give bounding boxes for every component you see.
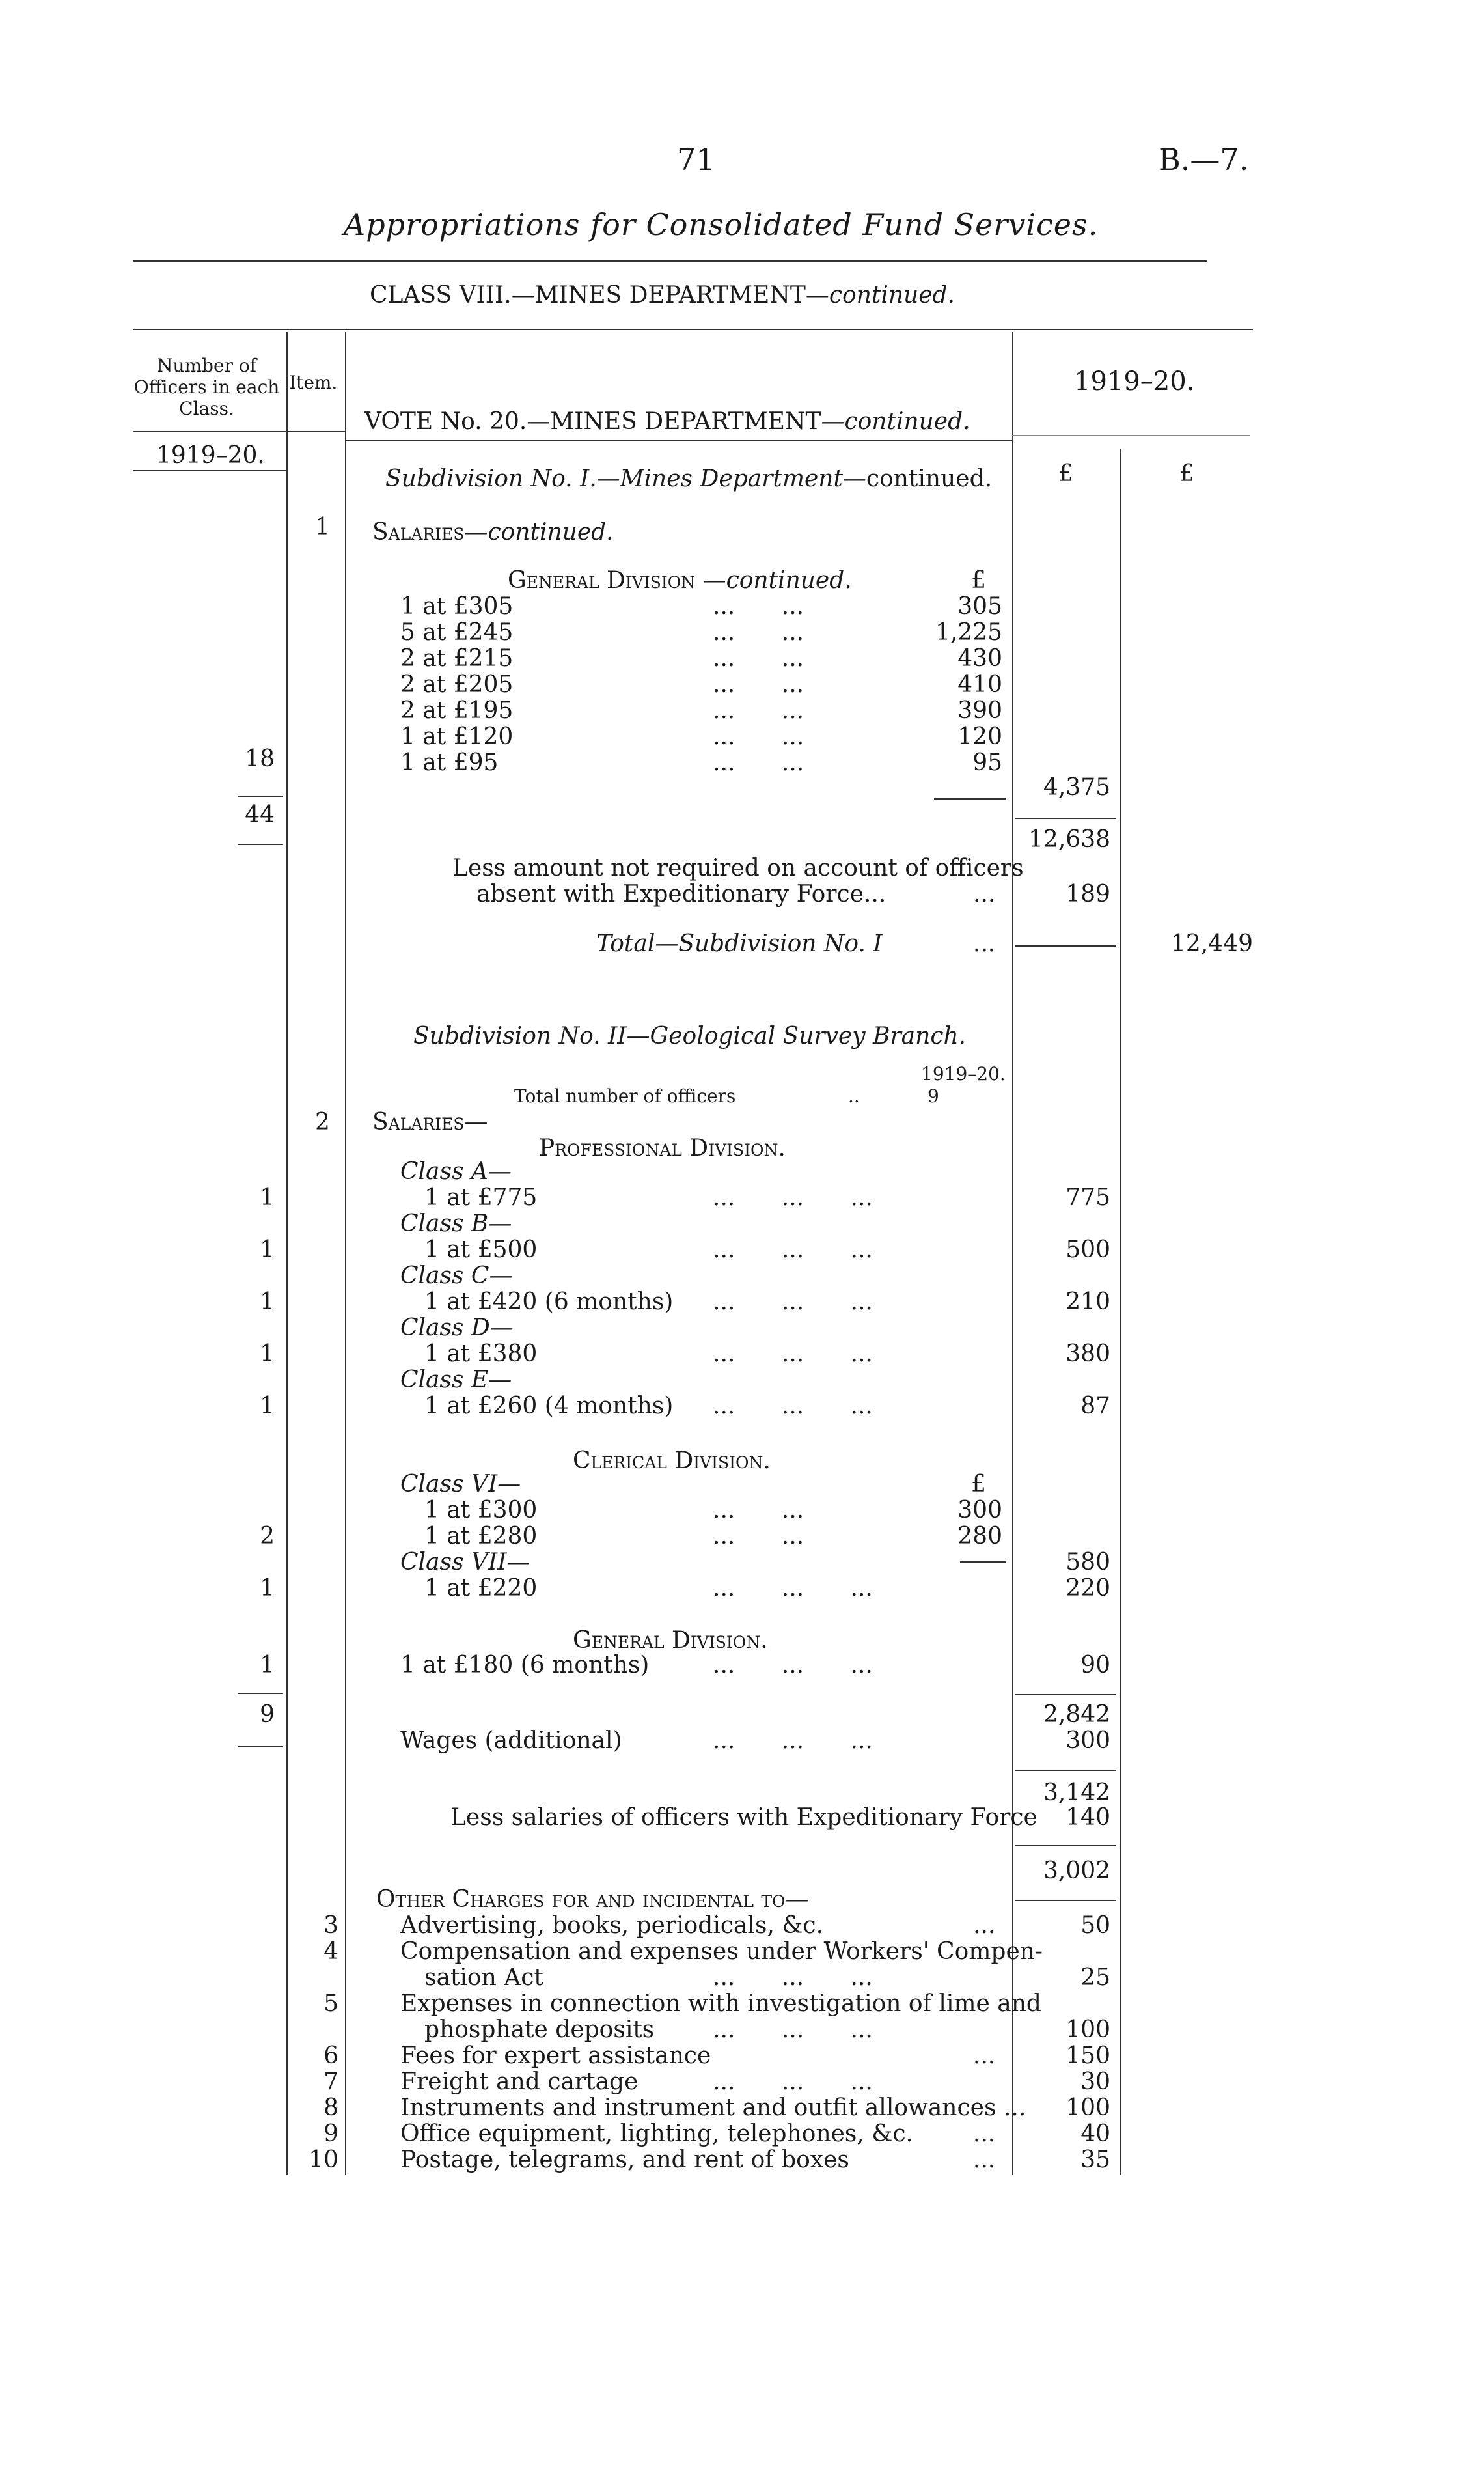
sub1-row-amount: 430 [957,645,1002,672]
sub1-general-division-label: General Division [508,567,696,594]
sub2-prof-amount: 775 [1065,1184,1110,1211]
year-header: 1919–20. [1074,367,1195,396]
sub2-officers-total: 9 [260,1701,275,1728]
sub1-officers-rule-1 [238,796,283,797]
officers-column-divider [286,332,288,2175]
sub2-prof-officers: 1 [260,1184,275,1211]
sub2-salaries-rule [1015,1694,1116,1695]
sub1-row-dots: ... ... [713,749,804,776]
charge-item-number: 9 [323,2121,338,2147]
sub1-total-dots: ... [973,930,996,957]
charge-item-number: 3 [323,1912,338,1939]
charge-item-number: 8 [323,2094,338,2121]
sub2-less-label: Less salaries of officers with Expeditionary Force [450,1804,1037,1831]
sub2-prof-class: Class D— [400,1315,514,1341]
class-heading-text: CLASS VIII.—MINES DEPARTMENT [370,282,806,309]
sub2-vi-total: 580 [1065,1549,1110,1576]
sub2-clerical-pound: £ [971,1471,986,1497]
charge-description: Expenses in connection with investigation of lime and [400,1990,1041,2017]
sub2-general-dots: ... ... ... [713,1652,873,1678]
sub1-row-label: 2 at £215 [400,645,514,672]
title-rule [133,260,1207,262]
sub1-row-label: 1 at £305 [400,593,514,620]
sub1-row-label: 1 at £120 [400,723,514,750]
sub2-prof-amount: 500 [1065,1236,1110,1263]
sub2-prof-class: Class A— [400,1158,512,1185]
sub2-officers-rule-1 [238,1693,283,1694]
sub1-row-dots: ... ... [713,723,804,750]
sub2-vi-rule [960,1561,1006,1563]
page-title: Appropriations for Consolidated Fund Services. [344,207,1099,242]
sub1-less-dots: ... [973,881,996,908]
page-reference: B.—7. [1159,142,1249,177]
sub1-item: 1 [315,514,330,540]
sub2-less-amount: 140 [1065,1804,1110,1831]
sub1-total: 12,638 [1028,826,1110,853]
amount-column-divider [1120,449,1121,2175]
sub2-prof-class: Class B— [400,1210,512,1237]
sub1-heading-text: Subdivision No. I.—Mines Department [385,466,843,492]
item-header-rule [286,431,345,432]
sub2-prof-dots: ... ... ... [713,1393,873,1419]
charge-item-number: 7 [323,2068,338,2095]
charge-description: Instruments and instrument and outfit allowances ... [400,2094,1026,2121]
sub1-row-amount: 410 [957,671,1002,698]
charge-amount: 100 [1065,2094,1110,2121]
sub2-wages-label: Wages (additional) [400,1727,622,1754]
sub2-salaries-total: 2,842 [1043,1701,1110,1728]
sub2-prof-amount: 380 [1065,1341,1110,1367]
charge-dots: ... ... ... [713,2016,873,2043]
sub1-row-label: 2 at £205 [400,671,514,698]
year-column-left-divider [1012,332,1013,2175]
sub1-row-amount: 120 [957,723,1002,750]
sub2-vi-dots: ... ... [713,1523,804,1550]
sub2-prof-amount: 87 [1080,1393,1110,1419]
year-header-rule [1012,435,1250,436]
sub2-other-charges: Other Charges for and incidental to— [376,1886,809,1913]
sub2-salaries: Salaries— [372,1109,488,1135]
sub1-officers-total: 44 [245,801,275,828]
sub1-officers-rule-2 [238,844,283,845]
sub1-pound-symbol: £ [971,567,986,594]
officers-column-header [130,355,283,419]
sub2-prof-officers: 1 [260,1288,275,1315]
officers-header-line-1: Number of [156,355,257,376]
charge-amount: 40 [1080,2121,1110,2147]
sub1-row-amount: 305 [957,593,1002,620]
sub2-prof-label: 1 at £500 [424,1236,538,1263]
charge-description: Freight and cartage [400,2068,639,2095]
sub2-vi-amount: 300 [957,1497,1002,1523]
sub1-less-line-2: absent with Expeditionary Force... [476,881,886,908]
sub2-total-officers-dots: .. [848,1085,860,1107]
officers-year-rule [133,470,286,471]
sub2-item: 2 [315,1109,330,1135]
sub2-general-amount: 90 [1080,1652,1110,1678]
charge-description: Postage, telegrams, and rent of boxes [400,2147,849,2173]
sub2-total-officers: 9 [928,1085,939,1107]
sub1-row-amount: 390 [957,697,1002,724]
sub2-vi-label: 1 at £280 [424,1523,538,1550]
sub2-wages-dots: ... ... ... [713,1727,873,1754]
sub1-officers-count: 18 [245,745,275,772]
sub2-prof-label: 1 at £775 [424,1184,538,1211]
currency-symbol-col-2: £ [1179,460,1194,487]
sub2-prof-label: 1 at £260 (4 months) [424,1393,674,1419]
vote-title [364,410,970,434]
sub1-salaries-suffix: —continued. [464,519,614,546]
charge-item-number: 4 [323,1938,338,1965]
sub2-class-vii: Class VII— [400,1549,530,1576]
charge-amount: 50 [1080,1912,1110,1939]
charge-dots: ... [973,2121,996,2147]
sub2-prof-amount: 210 [1065,1288,1110,1315]
sub2-prof-dots: ... ... ... [713,1288,873,1315]
sub2-sum-rule [1015,1900,1116,1901]
sub2-general-officers: 1 [260,1652,275,1678]
sub1-row-label: 1 at £95 [400,749,499,776]
charge-item-number: 10 [309,2147,338,2173]
sub1-row-dots: ... ... [713,619,804,646]
sub2-officers-rule-2 [238,1746,283,1747]
sub1-row-amount: 95 [972,749,1002,776]
sub1-heading [385,467,992,491]
charge-amount: 30 [1080,2068,1110,2095]
page-number: 71 [677,142,715,177]
sub2-prof-dots: ... ... ... [713,1341,873,1367]
sub2-vi-officers: 2 [260,1523,275,1550]
officers-header-line-2: Officers in each [133,376,280,398]
charge-amount: 150 [1065,2042,1110,2069]
sub2-class-vi: Class VI— [400,1471,521,1497]
sub1-general-division-suffix: —continued. [702,567,852,594]
vote-title-rule [345,440,1012,441]
class-heading [370,284,955,307]
sub2-prof-officers: 1 [260,1393,275,1419]
charge-description: phosphate deposits [424,2016,655,2043]
item-column-divider [345,332,346,2175]
sub2-prof-dots: ... ... ... [713,1236,873,1263]
sub1-less-amount: 189 [1065,881,1110,908]
item-column-header: Item. [289,372,338,393]
sub1-subtotal-rule [1015,818,1116,819]
sub2-prof-officers: 1 [260,1341,275,1367]
sub1-less-line-1: Less amount not required on account of officers [452,855,1024,882]
vote-title-suffix: —continued. [821,408,970,435]
charge-dots: ... ... ... [713,1964,873,1991]
charge-item-number: 6 [323,2042,338,2069]
sub1-row-dots: ... ... [713,697,804,724]
charge-dots: ... ... ... [713,2068,873,2095]
table-top-rule [133,329,1253,330]
sub2-total-officers-label: Total number of officers [514,1085,736,1107]
sub1-row-dots: ... ... [713,671,804,698]
sub1-row-dots: ... ... [713,645,804,672]
charge-description: Advertising, books, periodicals, &c. [400,1912,824,1939]
sub2-sum-2: 3,002 [1043,1857,1110,1884]
sub2-less-rule [1015,1845,1116,1846]
sub2-vii-officers: 1 [260,1575,275,1602]
charge-amount: 25 [1080,1964,1110,1991]
sub2-vii-label: 1 at £220 [424,1575,538,1602]
sub1-heading-suffix: —continued. [842,466,993,492]
sub1-row-label: 5 at £245 [400,619,514,646]
charge-description: Office equipment, lighting, telephones, &c. [400,2121,913,2147]
sub2-vii-amount: 220 [1065,1575,1110,1602]
sub1-rows-rule [934,798,1006,800]
sub2-vi-amount: 280 [957,1523,1002,1550]
sub2-sum-1: 3,142 [1043,1779,1110,1806]
vote-title-text: VOTE No. 20.—MINES DEPARTMENT [364,408,821,435]
officers-year: 1919–20. [156,442,265,469]
sub1-row-label: 2 at £195 [400,697,514,724]
sub2-general-division: General Division. [573,1627,768,1654]
sub1-salaries-label: Salaries [372,519,465,546]
sub2-heading: Subdivision No. II—Geological Survey Branch. [413,1023,967,1050]
sub1-total-amount: 12,449 [1171,930,1253,957]
sub2-prof-officers: 1 [260,1236,275,1263]
sub1-total-label: Total—Subdivision No. I [596,930,883,957]
sub2-vi-dots: ... ... [713,1497,804,1523]
sub2-year: 1919–20. [921,1063,1006,1085]
officers-header-rule [133,431,286,432]
charge-amount: 100 [1065,2016,1110,2043]
sub2-prof-class: Class E— [400,1367,512,1393]
officers-header-line-3: Class. [179,398,234,419]
sub2-general-label: 1 at £180 (6 months) [400,1652,650,1678]
currency-symbol-col-1: £ [1058,460,1073,487]
charge-description: Compensation and expenses under Workers' Compen- [400,1938,1043,1965]
sub2-professional-division: Professional Division. [539,1135,786,1161]
sub2-prof-label: 1 at £420 (6 months) [424,1288,674,1315]
charge-description: sation Act [424,1964,543,1991]
sub1-general-division [508,569,852,592]
charge-amount: 35 [1080,2147,1110,2173]
sub2-wages-rule [1015,1770,1116,1771]
sub2-wages-amount: 300 [1065,1727,1110,1754]
charge-dots: ... [973,2147,996,2173]
class-heading-suffix: —continued. [805,282,955,309]
charge-dots: ... [973,2042,996,2069]
sub2-vi-label: 1 at £300 [424,1497,538,1523]
sub1-total-rule [1015,945,1116,947]
sub2-prof-dots: ... ... ... [713,1184,873,1211]
charge-description: Fees for expert assistance [400,2042,711,2069]
sub2-clerical-division: Clerical Division. [573,1447,771,1474]
charge-dots: ... [973,1912,996,1939]
sub2-vii-dots: ... ... ... [713,1575,873,1602]
sub1-row-dots: ... ... [713,593,804,620]
sub2-prof-label: 1 at £380 [424,1341,538,1367]
sub1-row-amount: 1,225 [935,619,1002,646]
sub1-salaries [372,521,614,544]
charge-item-number: 5 [323,1990,338,2017]
sub2-prof-class: Class C— [400,1262,513,1289]
sub1-subtotal: 4,375 [1043,774,1110,801]
